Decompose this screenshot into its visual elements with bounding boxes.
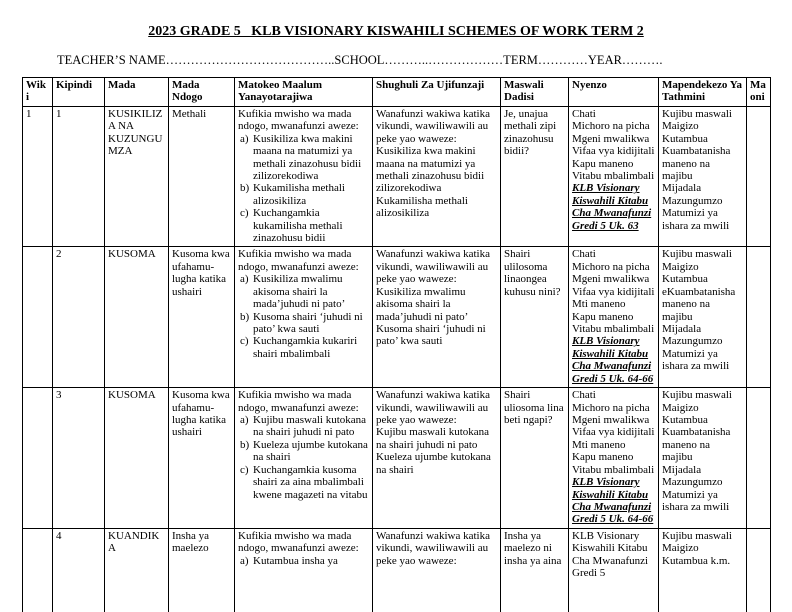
list-item-label: c) — [240, 335, 249, 348]
text-line: Vifaa vya kidijitali — [572, 426, 655, 439]
list-item-text: Kukamilisha methali alizosikiliza — [253, 182, 345, 207]
cell-tathmini — [659, 247, 747, 388]
column-header-shughuli-za-ujifunzaji: Shughuli Za Ujifunzaji — [373, 78, 501, 107]
column-header-maswali-dadisi: Maswali Dadisi — [501, 78, 569, 107]
text-line: Kutambua — [662, 273, 708, 286]
cell-shughuli — [373, 528, 501, 612]
text-line: Mazungumzo — [662, 194, 723, 207]
text-line: Michoro na picha — [572, 260, 650, 273]
list-item — [240, 439, 369, 464]
list-item-label: c) — [240, 463, 249, 476]
cell-mada-ndogo: Methali — [169, 106, 235, 247]
text-line: Vifaa vya kidijitali — [572, 285, 655, 298]
text-line: Kueleza ujumbe kutokana na shairi — [376, 451, 491, 476]
list-item-label: a) — [240, 413, 249, 426]
text-line: Matumizi ya ishara za mwili — [662, 207, 730, 232]
list-item — [240, 207, 369, 244]
text-line: Mazungumzo — [662, 335, 723, 348]
book-reference: KLB Visionary Kiswahili Kitabu Cha Mwanafunzi Gredi 5 Uk. 63 — [572, 182, 652, 232]
text-line: Michoro na picha — [572, 120, 650, 133]
text-line: Mti maneno — [572, 298, 626, 311]
text-line: Kutambua — [662, 132, 708, 145]
text-line: KLB Visionary Kiswahili Kitabu Cha Mwanafunzi Gredi 5 — [572, 529, 649, 580]
cell-nyenzo — [569, 247, 659, 388]
cell-mada-ndogo: Kusoma kwa ufahamu-lugha katika ushairi — [169, 247, 235, 388]
column-header-mapendekezo-ya-tathmini: Mapendekezo Ya Tathmini — [659, 78, 747, 107]
text-line: Vitabu mbalimbali — [572, 463, 655, 476]
text-line: Matumizi ya ishara za mwili — [662, 347, 730, 373]
text-line: Chati — [572, 389, 596, 402]
table-body — [23, 106, 771, 612]
cell-wiki: 1 — [23, 106, 53, 247]
text-line: Kapu maneno — [572, 451, 634, 464]
cell-maoni — [747, 247, 771, 388]
text-line: Vitabu mbalimbali — [572, 323, 655, 336]
text-line: Kuambatanisha maneno na majibu — [662, 145, 731, 182]
text-line: Kutambua k.m. — [662, 554, 731, 567]
cell-mada-ndogo: Insha ya maelezo — [169, 528, 235, 612]
text-line: Kujibu maswali — [662, 389, 732, 402]
column-header-matokeo-maalum-yanayotarajiwa: Matokeo Maalum Yanayotarajiwa — [235, 78, 373, 107]
cell-matokeo — [235, 106, 373, 247]
cell-maswali: Shairi ulilosoma linaongea kuhusu nini? — [501, 247, 569, 388]
matokeo-intro: Kufikia mwisho wa mada ndogo, mwanafunzi aweze: — [238, 107, 359, 133]
schemes-of-work-table — [22, 77, 771, 612]
list-item-text: Kueleza ujumbe kutokana na shairi — [253, 438, 368, 464]
column-header-kipindi: Kipindi — [53, 78, 105, 107]
cell-matokeo — [235, 388, 373, 529]
column-header-nyenzo: Nyenzo — [569, 78, 659, 107]
cell-maoni — [747, 528, 771, 612]
text-line: Kujibu maswali — [662, 107, 732, 120]
text-line: Kujibu maswali — [662, 248, 732, 261]
table-head — [23, 78, 771, 107]
table-row — [23, 528, 771, 612]
list-item — [240, 414, 369, 439]
table-row — [23, 247, 771, 388]
column-header-mada-ndogo: Mada Ndogo — [169, 78, 235, 107]
list-item — [240, 311, 369, 336]
text-line: Wanafunzi wakiwa katika vikundi, wawiliwawili au peke yao waweze: — [376, 529, 490, 567]
cell-matokeo — [235, 528, 373, 612]
cell-maoni — [747, 388, 771, 529]
text-line: Kusoma shairi ‘juhudi ni pato’ kwa sauti — [376, 323, 486, 348]
text-line: Matumizi ya ishara za mwili — [662, 488, 730, 513]
cell-wiki — [23, 247, 53, 388]
cell-kipindi: 2 — [53, 247, 105, 388]
list-item-text: Kuchangamkia kukariri shairi mbalimbali — [253, 335, 358, 360]
cell-tathmini — [659, 528, 747, 612]
table-row — [23, 106, 771, 247]
list-item-label: b) — [240, 438, 250, 451]
list-item — [240, 335, 369, 360]
teacher-school-term-year-line: TEACHER’S NAME…………………………………..SCHOOL………..………………TERM…………YEAR………. — [57, 53, 663, 67]
list-item-label: a) — [240, 132, 249, 145]
cell-wiki — [23, 528, 53, 612]
text-line: Wanafunzi wakiwa katika vikundi, wawiliwawili au peke yao waweze: — [376, 248, 490, 286]
list-item-label: b) — [240, 310, 250, 323]
cell-mada: KUSOMA — [105, 247, 169, 388]
cell-maswali: Shairi uliosoma lina beti ngapi? — [501, 388, 569, 529]
list-item — [240, 464, 369, 501]
cell-nyenzo — [569, 528, 659, 612]
text-line: Chati — [572, 107, 596, 120]
cell-mada: KUSIKILIZA NA KUZUNGUMZA — [105, 106, 169, 247]
cell-kipindi: 3 — [53, 388, 105, 529]
text-line: Mgeni mwalikwa — [572, 413, 650, 426]
matokeo-intro: Kufikia mwisho wa mada ndogo, mwanafunzi aweze: — [238, 529, 359, 555]
book-reference: KLB Visionary Kiswahili Kitabu Cha Mwanafunzi Gredi 5 Uk. 64-66 — [572, 476, 654, 526]
text-line: Maigizo — [662, 120, 699, 133]
cell-shughuli — [373, 106, 501, 247]
list-item-label: b) — [240, 182, 250, 195]
text-line: Mgeni mwalikwa — [572, 273, 650, 286]
cell-wiki — [23, 388, 53, 529]
text-line: Vitabu mbalimbali — [572, 169, 655, 182]
cell-mada: KUSOMA — [105, 388, 169, 529]
text-line: Mti maneno — [572, 438, 626, 451]
matokeo-intro: Kufikia mwisho wa mada ndogo, mwanafunzi aweze: — [238, 248, 359, 273]
cell-maswali: Je, unajua methali zipi zinazohusu bidii? — [501, 106, 569, 247]
document-title: 2023 GRADE 5 KLB VISIONARY KISWAHILI SCHEMES OF WORK TERM 2 — [148, 24, 644, 39]
cell-kipindi: 1 — [53, 106, 105, 247]
text-line: Kujibu maswali kutokana na shairi juhudi ni pato — [376, 426, 490, 451]
cell-maswali: Insha ya maelezo ni insha ya aina — [501, 528, 569, 612]
list-item — [240, 273, 369, 310]
column-header-wiki: Wiki — [23, 78, 53, 107]
text-line: Kusikiliza kwa makini maana na matumizi ya methali zinazohusu bidii zilizorekodiwa — [376, 145, 485, 195]
text-line: Kuambatanisha maneno na majibu — [662, 426, 731, 464]
list-item-text: Kujibu maswali kutokana na shairi juhudi ni pato — [253, 413, 367, 439]
text-line: Kapu maneno — [572, 157, 634, 170]
table-row — [23, 388, 771, 529]
book-reference: KLB Visionary Kiswahili Kitabu Cha Mwanafunzi Gredi 5 Uk. 64-66 — [572, 335, 654, 385]
cell-maoni — [747, 106, 771, 247]
text-line: Kapu maneno — [572, 310, 634, 323]
text-line: Kukamilisha methali alizosikiliza — [376, 194, 468, 220]
cell-shughuli — [373, 388, 501, 529]
text-line: Mijadala — [662, 182, 702, 195]
list-item — [240, 182, 369, 207]
text-line: Mijadala — [662, 323, 702, 336]
text-line: Kusikiliza mwalimu akisoma shairi la mada’juhudi ni pato’ — [376, 285, 469, 323]
text-line: Chati — [572, 248, 596, 261]
text-line: Wanafunzi wakiwa katika vikundi, wawiliwawili au peke yao waweze: — [376, 107, 490, 145]
list-item-label: c) — [240, 207, 249, 220]
list-item-label: a) — [240, 273, 249, 286]
cell-tathmini — [659, 388, 747, 529]
text-line: Maigizo — [662, 542, 699, 555]
cell-nyenzo — [569, 388, 659, 529]
cell-shughuli — [373, 247, 501, 388]
table-header-row — [23, 78, 771, 107]
text-line: Wanafunzi wakiwa katika vikundi, wawiliwawili au peke yao waweze: — [376, 389, 490, 426]
list-item-text: Kusoma shairi ‘juhudi ni pato’ kwa sauti — [253, 310, 363, 336]
text-line: Maigizo — [662, 401, 699, 414]
cell-mada-ndogo: Kusoma kwa ufahamu-lugha katika ushairi — [169, 388, 235, 529]
cell-mada: KUANDIKA — [105, 528, 169, 612]
column-header-maoni: Maoni — [747, 78, 771, 107]
list-item — [240, 555, 369, 567]
text-line: Mijadala — [662, 463, 702, 476]
cell-kipindi: 4 — [53, 528, 105, 612]
text-line: Kujibu maswali — [662, 529, 732, 542]
matokeo-intro: Kufikia mwisho wa mada ndogo, mwanafunzi aweze: — [238, 389, 359, 414]
text-line: Mazungumzo — [662, 476, 723, 489]
cell-nyenzo — [569, 106, 659, 247]
list-item — [240, 133, 369, 183]
text-line: Vifaa vya kidijitali — [572, 145, 655, 158]
cell-matokeo — [235, 247, 373, 388]
list-item-text: Kuchangamkia kusoma shairi za aina mbalimbali kwene magazeti na vitabu — [253, 463, 368, 501]
text-line: Maigizo — [662, 260, 699, 273]
column-header-mada: Mada — [105, 78, 169, 107]
list-item-text: Kusikiliza kwa makini maana na matumizi ya methali zinazohusu bidii zilizorekodiwa — [253, 132, 362, 182]
list-item-text: Kusikiliza mwalimu akisoma shairi la mada’juhudi ni pato’ — [253, 273, 346, 311]
text-line: Michoro na picha — [572, 401, 650, 414]
list-item-label: a) — [240, 554, 249, 567]
list-item-text: Kutambua insha ya — [253, 554, 338, 567]
text-line: Mgeni mwalikwa — [572, 132, 650, 145]
text-line: Kutambua — [662, 413, 708, 426]
text-line: eKuambatanisha maneno na majibu — [662, 285, 736, 323]
list-item-text: Kuchangamkia kukamilisha methali zinazohusu bidii — [253, 207, 343, 245]
cell-tathmini — [659, 106, 747, 247]
